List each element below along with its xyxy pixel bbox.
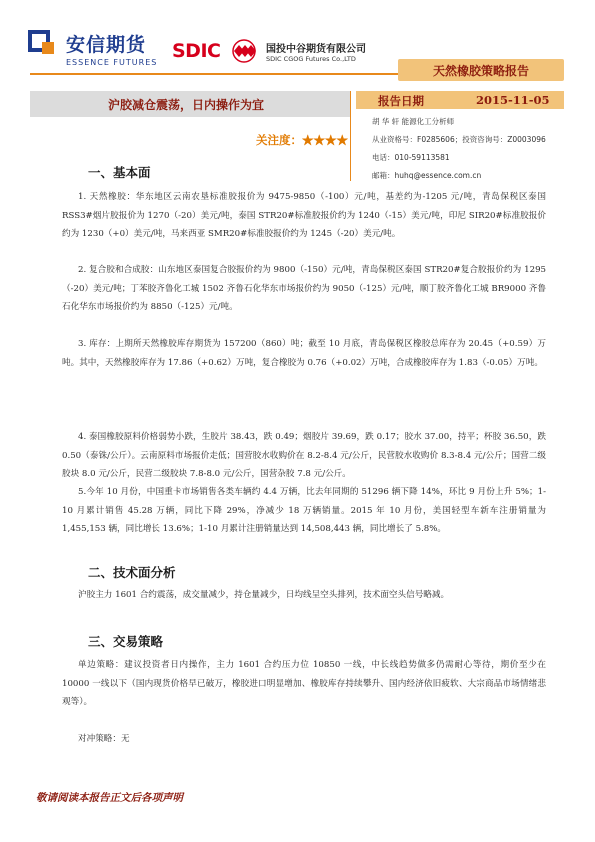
section-heading-fundamentals: 一、基本面: [88, 165, 151, 180]
paragraph-technical: 沪胶主力 1601 合约震荡，成交量减少，持仓量减少，日均线呈空头排列，技术面空头信号略减。: [78, 590, 450, 600]
section-heading-strategy: 三、交易策略: [88, 634, 164, 649]
sdic-brand-text: SDIC: [172, 40, 221, 62]
report-title: 沪胶减仓震荡，日内操作为宜: [108, 98, 265, 112]
paragraph-compound-rubber: 2. 复合胶和合成胶：山东地区泰国复合胶报价约为 9800（-150）元/吨，青岛保税区泰国 STR20#复合胶报价约为 1295（-20）美元/吨；丁苯胶齐鲁化工城 1502 齐鲁石化华东市场报价约为 9050（-125）元/吨，顺丁胶齐鲁化工城 BR9000 齐鲁石化华东市场报价约为 8850（-125）元/吨。: [62, 265, 546, 313]
date-value: 2015-11-05: [476, 93, 550, 107]
header-divider: [30, 73, 418, 75]
date-label: 报告日期: [378, 94, 424, 108]
sdic-en-name: SDIC CGOG Futures Co.,LTD: [266, 55, 356, 63]
essence-logo-mark-icon: [28, 28, 58, 58]
analyst-email[interactable]: 邮箱：huhq@essence.com.cn: [372, 171, 482, 180]
report-type-tab: 天然橡胶策略报告: [398, 59, 564, 81]
paragraph-natural-rubber: 1. 天然橡胶：华东地区云南农垦标准胶报价为 9475-9850（-100）元/吨，基差约为-1205 元/吨，青岛保税区泰国 RSS3#烟片胶报价为 1270（-20）美元/吨，泰国 STR20#标准胶报价约为 1240（-15）美元/吨，印尼 SIR20#标准胶报价约为 1230（+0）美元/吨，马来西亚 SMR20#标准胶报价约为 1245（-20）美元/吨。: [62, 192, 546, 240]
paragraph-inventory: 3. 库存：上期所天然橡胶库存期货为 157200（860）吨；截至 10 月底，青岛保税区橡胶总库存为 20.45（+0.59）万吨。其中，天然橡胶库存为 17.86（+0.62）万吨，复合橡胶为 0.76（+0.02）万吨，合成橡胶库存为 1.83（-0.05）万吨。: [62, 339, 546, 368]
sidebar-divider: [350, 91, 351, 181]
analyst-phone: 电话：010-59113581: [372, 153, 450, 162]
sdic-logo-mark-icon: [226, 38, 262, 64]
paragraph-truck-sales: 5.今年 10 月份，中国重卡市场销售各类车辆约 4.4 万辆，比去年同期的 51296 辆下降 14%，环比 9 月份上升 5%；1-10 月累计销售 45.28 万辆，同比下降 29%，净减少 18 万辆销量。2015 年 10 月份，美国轻型车新车注册销量为 1,455,153 辆，同比增长 13.6%；1-10 月累计注册销量达到 14,508,443 辆，同比增长了 5.8%。: [62, 487, 546, 535]
logo-cn-text: 安信期货: [66, 34, 147, 56]
disclaimer-notice[interactable]: 敬请阅读本报告正文后各项声明: [36, 792, 183, 804]
attention-label: 关注度：: [256, 133, 302, 147]
paragraph-hedge-strategy: 对冲策略：无: [78, 734, 130, 744]
logo-en-text: ESSENCE FUTURES: [66, 58, 158, 67]
paragraph-single-strategy: 单边策略：建议投资者日内操作，主力 1601 合约压力位 10850 一线，中长线趋势做多仍需耐心等待，期价至少在 10000 一线以下（国内现货价格早已破万，橡胶进口明显增加、橡胶库存持续攀升、国内经济依旧疲软、大宗商品市场情绪悲观等）。: [62, 660, 546, 708]
attention-rating: [256, 132, 348, 148]
sdic-cn-name: 国投中谷期货有限公司: [266, 44, 366, 55]
section-heading-technical: 二、技术面分析: [88, 565, 176, 580]
paragraph-raw-material-prices: 4. 泰国橡胶原料价格弱势小跌，生胶片 38.43，跌 0.49；烟胶片 39.69，跌 0.17；胶水 37.00，持平；杯胶 36.50，跌 0.50（泰铢/公斤）。云南原料市场报价走低；国营胶水收购价在 8.2-8.4 元/公斤，民营胶水收购价 8.3-8.4 元/公斤；国营二级胶块 8.0 元/公斤，民营二级胶块 7.8-8.0 元/公斤，国营杂胶 7.8 元/公斤。: [62, 432, 546, 480]
analyst-cert: 从业资格号：F0285606；投资咨询号：Z0003096: [372, 135, 546, 144]
essence-futures-logo: [28, 26, 163, 76]
analyst-name: 胡 华 轩 能源化工分析师: [372, 117, 455, 126]
star-rating-icon: ★★★★: [302, 133, 348, 147]
